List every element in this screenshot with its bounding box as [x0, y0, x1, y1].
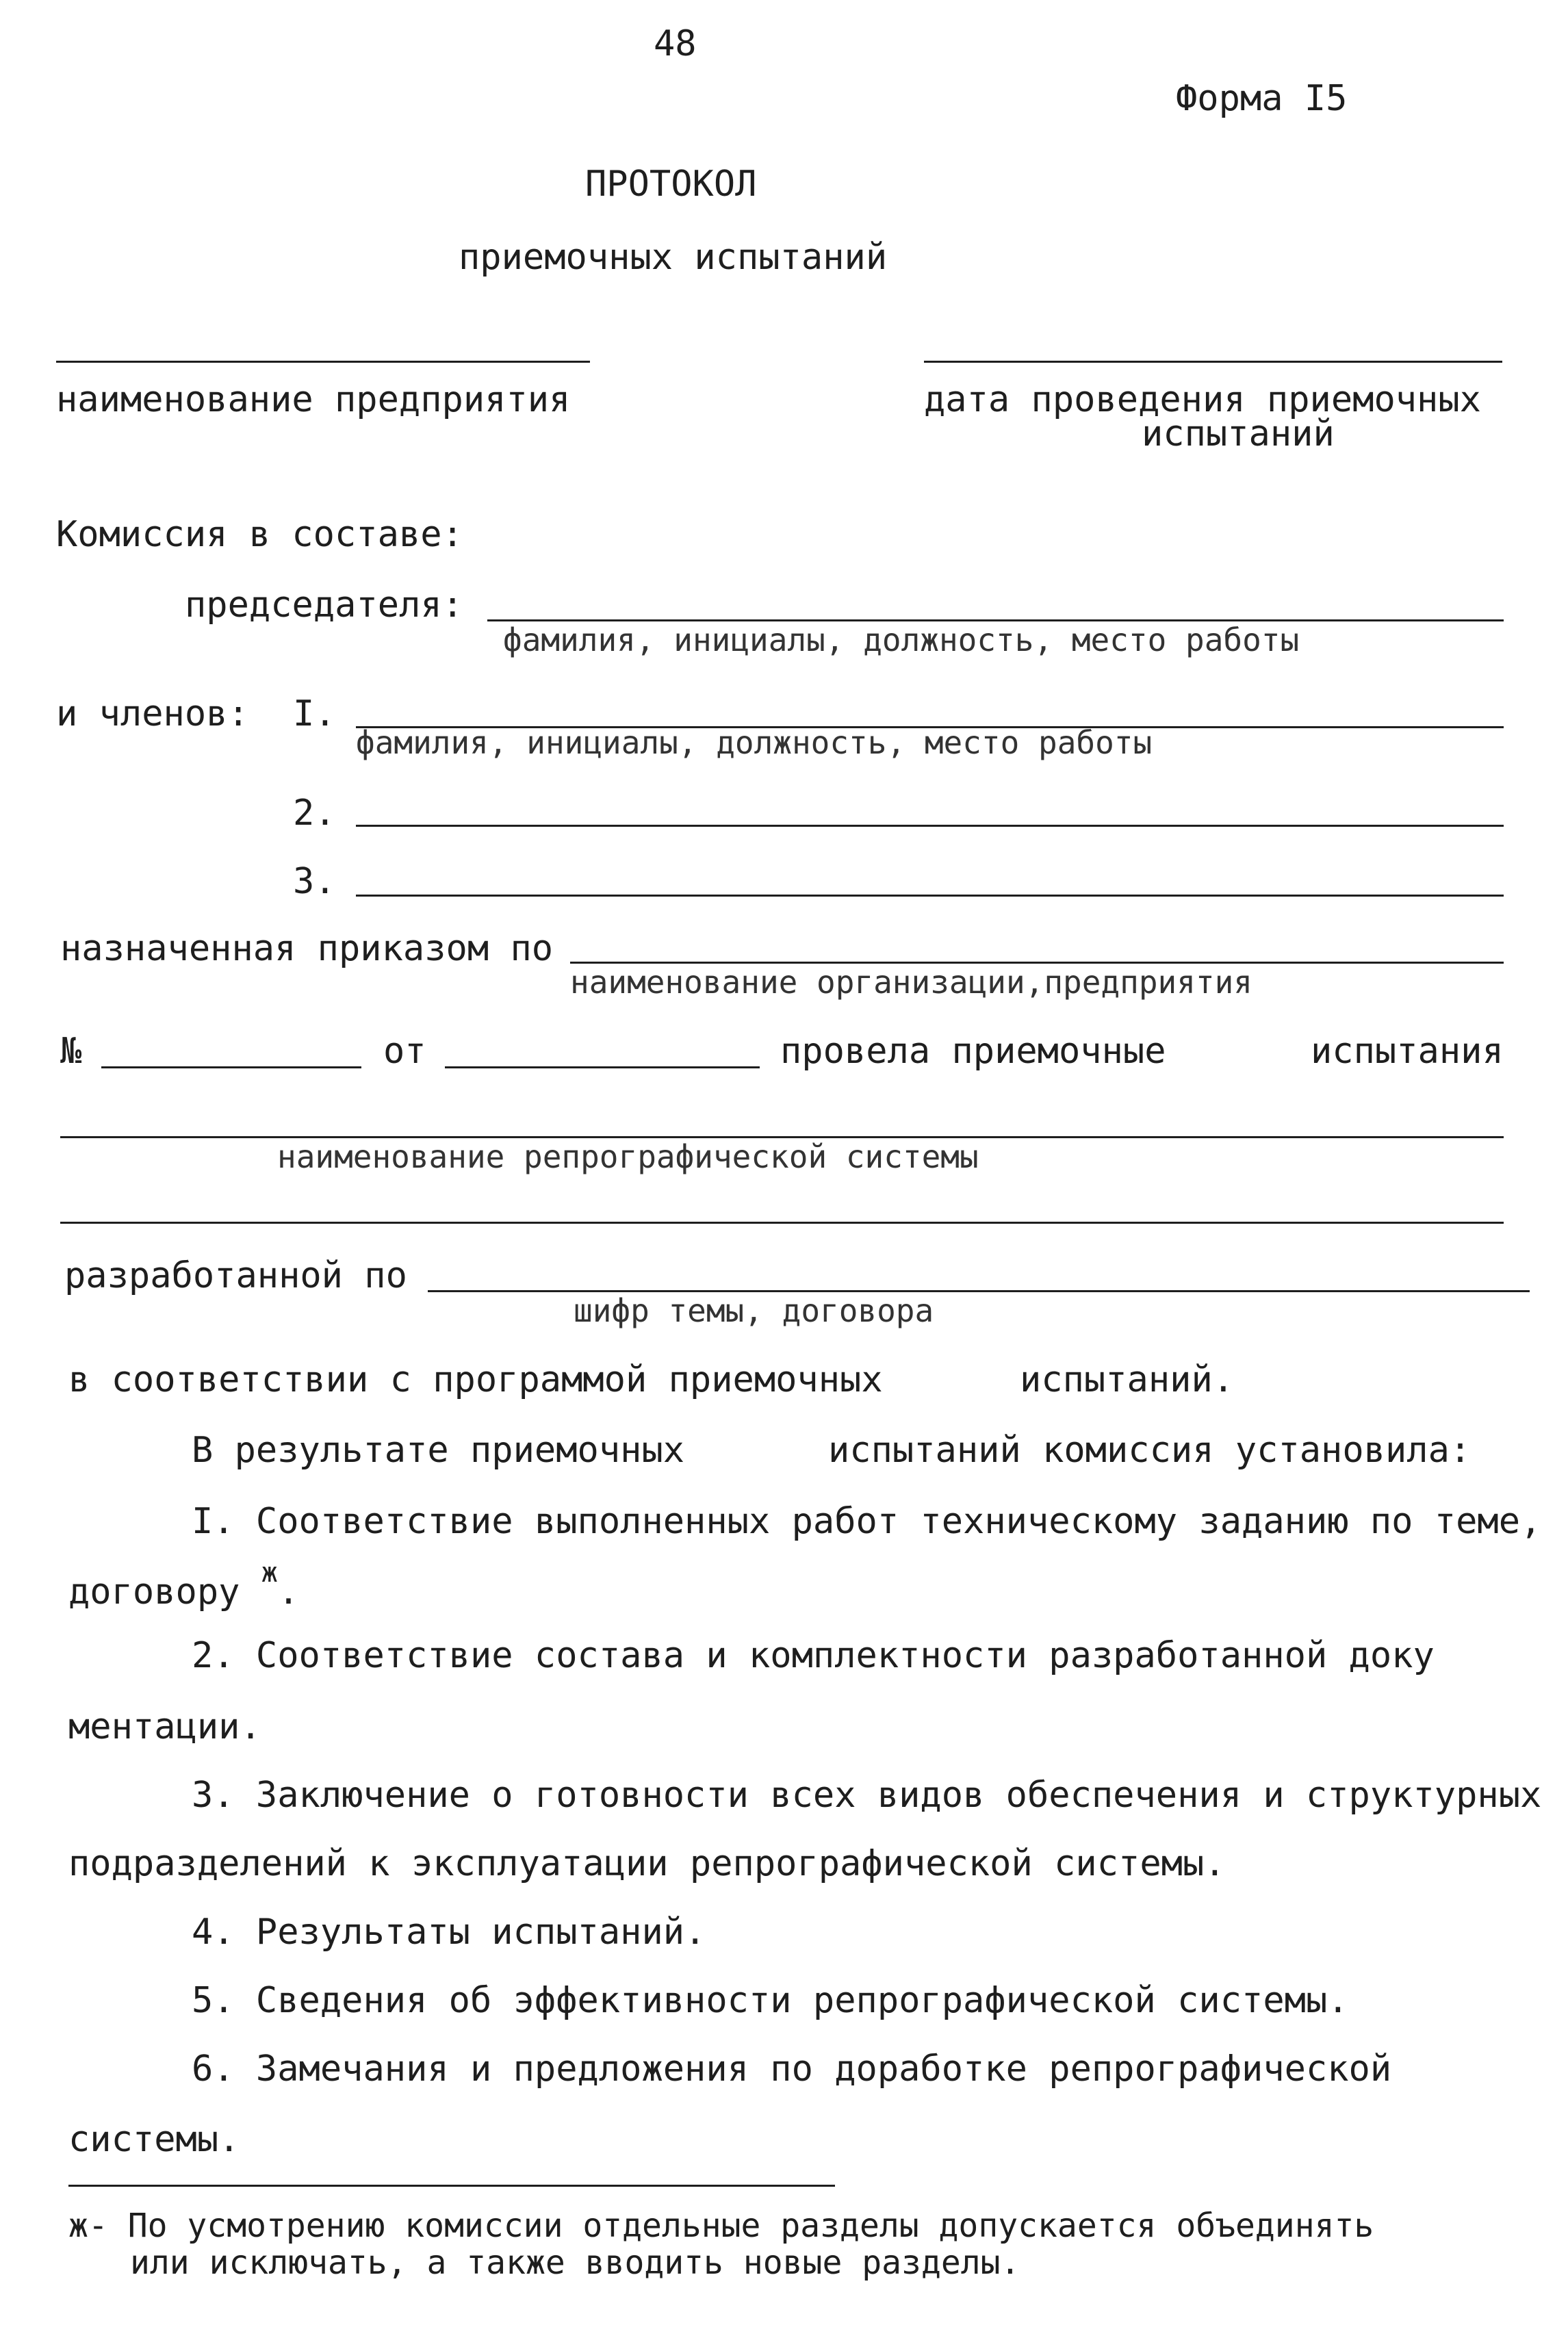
- system-caption: наименование репрографической системы: [277, 1138, 979, 1175]
- member1-caption: фамилия, инициалы, должность, место работы: [356, 724, 1153, 761]
- member3-number: 3.: [293, 861, 336, 902]
- result-item-2: 2. Соответствие состава и комплектности разработанной доку: [192, 1635, 1435, 1676]
- result-item-3-cont: подразделений к эксплуатации репрографической системы.: [68, 1843, 1226, 1884]
- tests-word: испытания: [1311, 1031, 1504, 1072]
- results-intro-cont: испытаний комиссия установила:: [828, 1430, 1471, 1471]
- date-caption-cont: испытаний: [1142, 413, 1335, 454]
- document-title: ПРОТОКОЛ: [585, 164, 757, 205]
- developed-label: разработанной по: [64, 1255, 407, 1296]
- results-intro: В результате приемочных: [192, 1430, 685, 1471]
- result-item-2-cont: ментации.: [68, 1706, 261, 1747]
- footnote-text-cont: или исключать, а также вводить новые разделы.: [130, 2244, 1020, 2282]
- accordance-tail: испытаний.: [1020, 1359, 1235, 1400]
- conducted-text: провела приемочные: [780, 1031, 1166, 1072]
- result-item-6-cont: системы.: [68, 2119, 240, 2160]
- order-date-line: [445, 1066, 760, 1068]
- result-item-4: 4. Результаты испытаний.: [192, 1912, 706, 1953]
- member2-number: 2.: [293, 793, 336, 834]
- footnote-marker: ж: [261, 1557, 278, 1589]
- date-caption: дата проведения приемочных: [924, 379, 1481, 420]
- enterprise-caption: наименование предприятия: [56, 379, 571, 420]
- footnote-text: ж- По усмотрению комиссии отдельные разделы допускается объединять: [68, 2207, 1374, 2245]
- form-label: Форма I5: [1176, 78, 1348, 119]
- enterprise-line: [56, 361, 590, 363]
- commission-intro: Комиссия в составе:: [56, 514, 463, 555]
- result-item-1-cont: [68, 1557, 300, 1613]
- document-subtitle: приемочных испытаний: [459, 237, 888, 278]
- organization-caption: наименование организации,предприятия: [570, 964, 1252, 1001]
- result-item-1-word: договору: [68, 1571, 240, 1613]
- from-label: от: [383, 1031, 426, 1072]
- result-item-5: 5. Сведения об эффективности репрографической системы.: [192, 1980, 1349, 2021]
- result-item-1-end: .: [277, 1571, 300, 1613]
- system-line-2: [60, 1222, 1504, 1224]
- members-label: и членов:: [56, 693, 249, 734]
- chairman-caption: фамилия, инициалы, должность, место работы: [503, 621, 1300, 658]
- member3-line: [356, 895, 1504, 897]
- order-label: назначенная приказом по: [60, 928, 554, 969]
- result-item-1: I. Соответствие выполненных работ техническому заданию по теме,: [192, 1501, 1542, 1542]
- result-item-3: 3. Заключение о готовности всех видов обеспечения и структурных: [192, 1775, 1542, 1816]
- date-line: [924, 361, 1502, 363]
- member1-number: I.: [293, 693, 336, 734]
- number-sign: №: [60, 1031, 82, 1072]
- accordance-text: в соответствии с программой приемочных: [68, 1359, 883, 1400]
- member2-line: [356, 825, 1504, 827]
- order-number-line: [101, 1066, 361, 1068]
- theme-caption: шифр темы, договора: [574, 1292, 934, 1329]
- result-item-6: 6. Замечания и предложения по доработке репрографической: [192, 2048, 1392, 2090]
- footnote-divider: [68, 2185, 835, 2187]
- page-number: 48: [654, 23, 697, 64]
- chairman-label: председателя:: [185, 585, 463, 626]
